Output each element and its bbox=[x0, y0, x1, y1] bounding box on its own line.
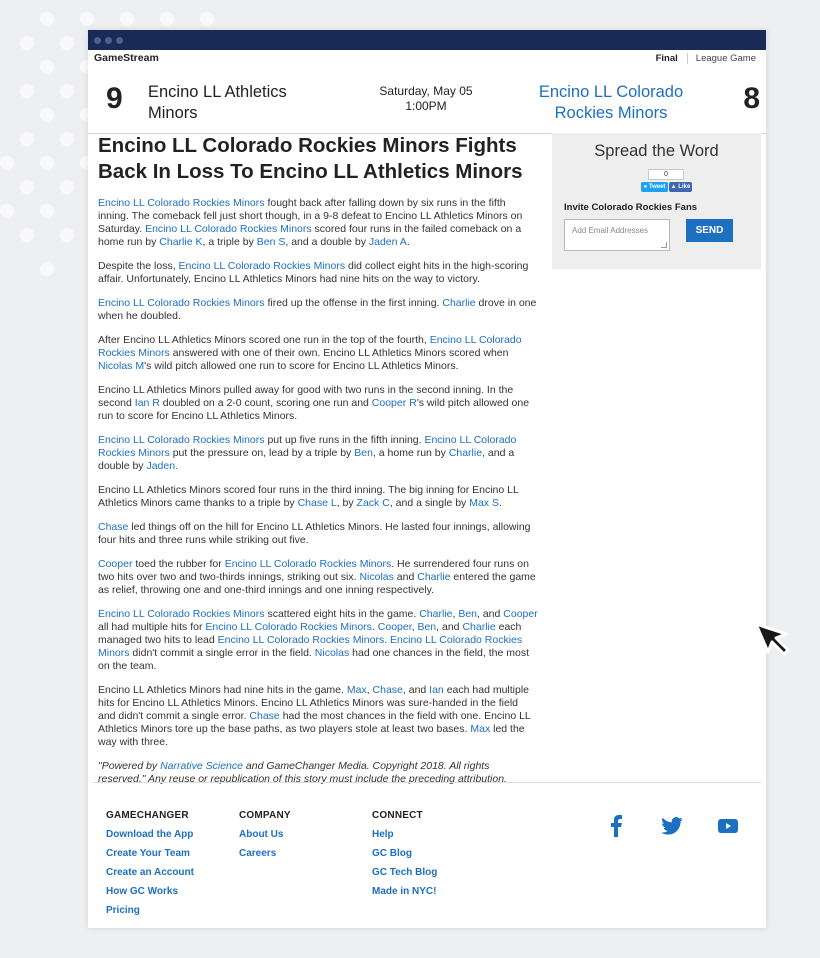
story-text: led things off on the hill for Encino LL Athletics Minors. He lasted four innings, allowing four hits and three runs while striking out five. bbox=[98, 521, 531, 546]
footer-link-careers[interactable]: Careers bbox=[239, 848, 277, 859]
story-text: . bbox=[406, 236, 410, 248]
footer-link-create-account[interactable]: Create an Account bbox=[106, 867, 194, 878]
story-link[interactable]: Encino LL Colorado Rockies Minors bbox=[145, 223, 312, 235]
background-dot bbox=[20, 228, 34, 242]
twitter-icon bbox=[661, 817, 683, 835]
story-text: answered with one of their own. Encino LL Athletics Minors scored when bbox=[169, 347, 509, 359]
home-score: 9 bbox=[106, 82, 123, 115]
story-link[interactable]: Encino LL Colorado Rockies Minors bbox=[98, 297, 265, 309]
invite-label: Invite Colorado Rockies Fans bbox=[564, 202, 698, 213]
story-text: led the way with three. bbox=[98, 723, 525, 748]
game-status: Final bbox=[647, 53, 688, 64]
story-text: Encino LL Athletics Minors pulled away for good with two runs in the second inning. In the second bbox=[98, 384, 514, 409]
story-link[interactable]: Charlie bbox=[442, 297, 476, 309]
story-link[interactable]: Cooper R bbox=[371, 397, 417, 409]
footer-link-help[interactable]: Help bbox=[372, 829, 394, 840]
content-divider bbox=[93, 782, 761, 783]
article-paragraph bbox=[98, 384, 538, 423]
facebook-icon bbox=[609, 815, 623, 837]
facebook-button[interactable] bbox=[594, 804, 638, 848]
story-text: did collect eight hits in the high-scoring affair. Unfortunately, Encino LL Athletics Minors had nine hits on the way to victory. bbox=[98, 260, 529, 285]
footer-col-company bbox=[239, 810, 291, 867]
article-headline: Encino LL Colorado Rockies Minors Fights Back In Loss To Encino LL Athletics Minors bbox=[98, 134, 523, 183]
story-link[interactable]: Ben bbox=[458, 608, 477, 620]
story-text: scattered eight hits in the game. bbox=[264, 608, 420, 620]
background-dot bbox=[40, 156, 54, 170]
story-text: didn't commit a single error in the field. bbox=[129, 647, 315, 659]
story-text: , and a double by bbox=[98, 447, 515, 472]
story-text: drove in one when he doubled. bbox=[98, 297, 537, 322]
story-link[interactable]: Cooper bbox=[377, 621, 412, 633]
story-text: fired up the offense in the first inning. bbox=[264, 297, 443, 309]
background-dot bbox=[60, 228, 74, 242]
story-link[interactable]: Encino LL Colorado Rockies Minors bbox=[98, 434, 265, 446]
story-text: , and bbox=[477, 608, 504, 620]
story-link[interactable]: Max bbox=[470, 723, 491, 735]
story-link[interactable]: Encino LL Colorado Rockies Minors bbox=[217, 634, 385, 646]
background-dot bbox=[60, 36, 74, 50]
story-text: put the pressure on, lead by a triple by bbox=[169, 447, 355, 459]
story-text: and bbox=[393, 571, 418, 583]
story-text: . bbox=[498, 497, 502, 509]
footer-link-gc-tech-blog[interactable]: GC Tech Blog bbox=[372, 867, 438, 878]
article-body bbox=[98, 197, 538, 749]
background-dot bbox=[120, 12, 134, 26]
story-link[interactable]: Chase bbox=[98, 521, 129, 533]
background-dot bbox=[40, 108, 54, 122]
spread-the-word-panel bbox=[552, 133, 761, 269]
story-text: had one chances in the field, the most on the team. bbox=[98, 647, 530, 672]
story-link[interactable]: Jaden A bbox=[368, 236, 407, 248]
thumbs-up-icon: ▲ bbox=[670, 184, 677, 190]
article-paragraph bbox=[98, 260, 538, 286]
story-text: each managed two hits to lead bbox=[98, 621, 522, 646]
story-text: . bbox=[371, 621, 378, 633]
background-dot bbox=[40, 12, 54, 26]
like-button[interactable] bbox=[669, 182, 692, 192]
story-link[interactable]: Encino LL Colorado Rockies Minors bbox=[98, 634, 523, 659]
footer-heading: GAMECHANGER bbox=[106, 810, 189, 821]
story-text: , a triple by bbox=[202, 236, 257, 248]
story-text: Encino LL Athletics Minors had nine hits in the game. bbox=[98, 684, 347, 696]
story-text: doubled on a 2-0 count, scoring one run and bbox=[159, 397, 372, 409]
story-text: put up five runs in the fifth inning. bbox=[264, 434, 425, 446]
window-titlebar bbox=[88, 30, 766, 50]
background-dot bbox=[40, 204, 54, 218]
footer-heading: COMPANY bbox=[239, 810, 291, 821]
article-paragraph bbox=[98, 484, 538, 510]
footer-link-about-us[interactable]: About Us bbox=[239, 829, 284, 840]
story-text: had the most chances in the field with one. Encino LL Athletics Minors tore up the base paths, as two players stole at least two bases. bbox=[98, 710, 531, 735]
background-dot bbox=[20, 132, 34, 146]
twitter-button[interactable] bbox=[650, 804, 694, 848]
away-score: 8 bbox=[743, 82, 760, 115]
story-text: "Powered by bbox=[98, 760, 161, 772]
share-buttons bbox=[552, 169, 761, 191]
story-text: , and bbox=[436, 621, 463, 633]
story-link[interactable]: Charlie bbox=[448, 447, 483, 459]
footer-link-download-app[interactable]: Download the App bbox=[106, 829, 194, 840]
story-text: , bbox=[411, 621, 418, 633]
game-date: Saturday, May 05 bbox=[379, 84, 473, 98]
story-link[interactable]: Narrative Science bbox=[160, 760, 243, 772]
background-dot bbox=[80, 12, 94, 26]
story-link[interactable]: Ben bbox=[417, 621, 437, 633]
background-dot bbox=[20, 180, 34, 194]
window-maximize-dot[interactable] bbox=[116, 37, 123, 44]
home-team-name: Encino LL Athletics Minors bbox=[148, 83, 287, 122]
story-text: 's wild pitch allowed one run to score for Encino LL Athletics Minors. bbox=[98, 397, 530, 422]
story-link[interactable]: Encino LL Colorado Rockies Minors bbox=[178, 260, 346, 272]
story-text: Despite the loss, bbox=[98, 260, 179, 272]
story-link[interactable]: Encino LL Colorado Rockies Minors bbox=[98, 334, 522, 359]
story-text: Encino LL Athletics Minors scored four runs in the third inning. The big inning for Encino LL Athletics Minors came thanks to a triple by bbox=[98, 484, 519, 509]
background-dot bbox=[160, 12, 174, 26]
background-dot bbox=[20, 36, 34, 50]
game-type: League Game bbox=[695, 52, 756, 64]
story-link[interactable]: Cooper bbox=[503, 608, 538, 620]
mouse-pointer-icon bbox=[752, 618, 792, 658]
story-text: all had multiple hits for bbox=[98, 621, 206, 633]
story-link[interactable]: Nicolas bbox=[314, 647, 350, 659]
background-dot bbox=[40, 262, 54, 276]
story-link[interactable]: Chase bbox=[372, 684, 403, 696]
story-text: toed the rubber for bbox=[132, 558, 225, 570]
story-link[interactable]: Encino LL Colorado Rockies Minors bbox=[98, 608, 265, 620]
story-text: each had multiple hits for Encino LL Athletics Minors. Encino LL Athletics Minors was sure-handed in the field and didn't commit a single error. bbox=[98, 684, 530, 722]
background-dot bbox=[0, 204, 14, 218]
story-text: . bbox=[384, 634, 391, 646]
story-text: fought back after falling down by six runs in the fifth inning. The comeback fell just short though, in a 9-8 defeat to Encino LL Athletics Minors on Saturday. bbox=[98, 197, 523, 235]
article-paragraph bbox=[98, 608, 538, 673]
footer-link-gc-blog[interactable]: GC Blog bbox=[372, 848, 412, 859]
footer-link-how-gc-works[interactable]: How GC Works bbox=[106, 886, 179, 897]
background-dot bbox=[40, 60, 54, 74]
background-dot bbox=[60, 180, 74, 194]
article-paragraph bbox=[98, 684, 538, 749]
story-link[interactable]: Zack C bbox=[356, 497, 390, 509]
send-button[interactable]: SEND bbox=[686, 219, 733, 242]
background-dot bbox=[0, 156, 14, 170]
tweet-label: Tweet bbox=[648, 184, 666, 190]
footer-link-pricing[interactable]: Pricing bbox=[106, 905, 140, 916]
story-text: , bbox=[452, 608, 459, 620]
story-link[interactable]: Encino LL Colorado Rockies Minors bbox=[98, 434, 517, 459]
gamestream-bar bbox=[88, 50, 766, 66]
game-datetime bbox=[356, 84, 496, 114]
story-link[interactable]: Cooper bbox=[98, 558, 133, 570]
story-text: , and a double by bbox=[285, 236, 369, 248]
story-text: , and a single by bbox=[389, 497, 470, 509]
story-link[interactable]: Encino LL Colorado Rockies Minors bbox=[98, 197, 265, 209]
footer-heading: CONNECT bbox=[372, 810, 423, 821]
article-paragraph bbox=[98, 334, 538, 373]
like-count: 0 bbox=[648, 169, 684, 180]
story-text: and GameChanger Media. Copyright 2018. All rights reserved." Any reuse or republication of this story must include the preceding attribution. bbox=[98, 760, 507, 785]
article-paragraph bbox=[98, 521, 538, 547]
story-text: , bbox=[366, 684, 373, 696]
story-link[interactable]: Ben bbox=[354, 447, 373, 459]
footer-link-create-team[interactable]: Create Your Team bbox=[106, 848, 190, 859]
game-time: 1:00PM bbox=[405, 99, 447, 113]
footer-col-connect bbox=[372, 810, 437, 905]
story-link[interactable]: Encino LL Colorado Rockies Minors bbox=[224, 558, 392, 570]
twitter-bird-icon: ● bbox=[643, 184, 648, 190]
footer-link-made-in-nyc[interactable]: Made in NYC! bbox=[372, 886, 437, 897]
article-paragraph bbox=[98, 434, 538, 473]
story-link[interactable]: Charlie bbox=[419, 608, 453, 620]
story-link[interactable]: Ian R bbox=[134, 397, 160, 409]
background-dot bbox=[20, 84, 34, 98]
scoreboard bbox=[88, 66, 766, 134]
story-link[interactable]: Encino LL Colorado Rockies Minors bbox=[205, 621, 372, 633]
story-link[interactable]: Chase bbox=[249, 710, 280, 722]
story-text: scored four runs in the failed comeback on a home run by bbox=[98, 223, 522, 248]
browser-window bbox=[88, 30, 766, 928]
story-link[interactable]: Charlie K bbox=[159, 236, 203, 248]
story-text: , a home run by bbox=[372, 447, 449, 459]
story-link[interactable]: Charlie bbox=[417, 571, 451, 583]
story-link[interactable]: Nicolas bbox=[359, 571, 394, 583]
story-text: , by bbox=[336, 497, 357, 509]
story-link[interactable]: Chase L bbox=[297, 497, 337, 509]
recap-article bbox=[98, 133, 538, 797]
footer-col-gamechanger bbox=[106, 810, 194, 924]
story-link[interactable]: Jaden. bbox=[146, 460, 178, 472]
background-dot bbox=[60, 84, 74, 98]
gamestream-brand[interactable]: GameStream bbox=[94, 52, 159, 64]
background-dot bbox=[60, 132, 74, 146]
tweet-button[interactable] bbox=[641, 182, 668, 192]
story-link[interactable]: Max S bbox=[469, 497, 499, 509]
background-dot bbox=[200, 12, 214, 26]
window-minimize-dot[interactable] bbox=[105, 37, 112, 44]
youtube-button[interactable] bbox=[706, 804, 750, 848]
like-label: Like bbox=[678, 184, 691, 190]
story-link[interactable]: Charlie bbox=[462, 621, 496, 633]
email-input[interactable]: Add Email Addresses bbox=[564, 219, 670, 251]
story-link[interactable]: Max bbox=[346, 684, 367, 696]
story-link[interactable]: Ben S bbox=[256, 236, 286, 248]
story-link[interactable]: Nicolas M bbox=[98, 360, 145, 372]
story-text: 's wild pitch allowed one run to score for Encino LL Athletics Minors. bbox=[144, 360, 459, 372]
article-paragraph bbox=[98, 197, 538, 249]
story-text: . He surrendered four runs on two hits over two and two-thirds innings, striking out six. bbox=[98, 558, 529, 583]
away-team-name[interactable]: Encino LL Colorado Rockies Minors bbox=[538, 83, 684, 122]
story-text: After Encino LL Athletics Minors scored one run in the top of the fourth, bbox=[98, 334, 430, 346]
window-close-dot[interactable] bbox=[94, 37, 101, 44]
article-paragraph bbox=[98, 558, 538, 597]
youtube-icon bbox=[718, 819, 738, 833]
spread-title: Spread the Word bbox=[594, 142, 719, 160]
story-text: , and bbox=[402, 684, 430, 696]
story-text: entered the game as relief, throwing one and one-third innings and one inning respectively. bbox=[98, 571, 536, 596]
article-paragraph bbox=[98, 297, 538, 323]
story-link[interactable]: Ian bbox=[429, 684, 444, 696]
